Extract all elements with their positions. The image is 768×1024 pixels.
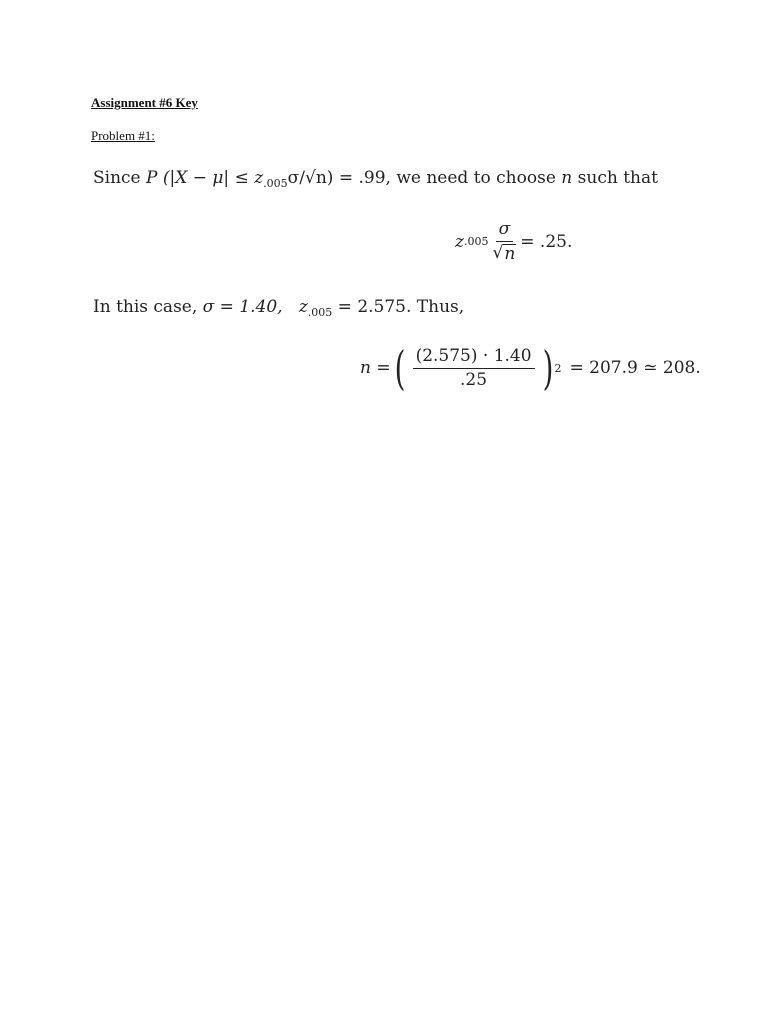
eq2-fraction (413, 347, 535, 389)
z-subscript: .005 (263, 177, 288, 190)
eq1-denominator (492, 242, 516, 264)
eq2-rhs: = 207.9 ≃ 208. (569, 358, 701, 378)
z-symbol: z (298, 297, 308, 317)
sqrt-icon: √ (492, 242, 504, 263)
in-this-case-text: In this case, (93, 297, 203, 317)
right-paren-icon: ) (542, 341, 553, 395)
need-to-choose-text: , we need to choose (385, 168, 562, 188)
thus-text: Thus, (411, 297, 465, 317)
eq1-z-subscript: .005 (463, 235, 489, 249)
since-text: Since (93, 168, 147, 188)
sigma-over-root-n-fraction (492, 220, 516, 263)
left-paren-icon: ( (394, 341, 405, 395)
z-value: = 2.575. (332, 297, 412, 317)
eq2-numerator: (2.575) · 1.40 (413, 347, 535, 369)
eq2-denominator: .25 (460, 369, 488, 390)
problem-label: Problem #1: (91, 128, 155, 143)
sample-size-equation (360, 341, 701, 395)
problem-statement-line (93, 168, 658, 190)
such-that-text: such that (572, 168, 658, 188)
z-value-subscript: .005 (307, 306, 333, 319)
sigma-value: σ = 1.40, (202, 297, 283, 317)
probability-expression: P (|X − μ| ≤ z (146, 168, 264, 188)
eq1-z: z (455, 231, 464, 252)
probability-tail: σ/√n) = .99 (287, 168, 386, 188)
given-values-line (93, 297, 464, 319)
margin-equation (455, 220, 572, 263)
eq1-rhs: = .25. (520, 231, 573, 252)
eq2-lhs: n = (360, 358, 391, 378)
eq1-radicand: n (504, 243, 516, 264)
eq1-numerator: σ (496, 220, 514, 242)
n-variable: n (561, 168, 573, 188)
eq2-exponent: 2 (554, 361, 562, 375)
document-title: Assignment #6 Key (91, 95, 198, 110)
